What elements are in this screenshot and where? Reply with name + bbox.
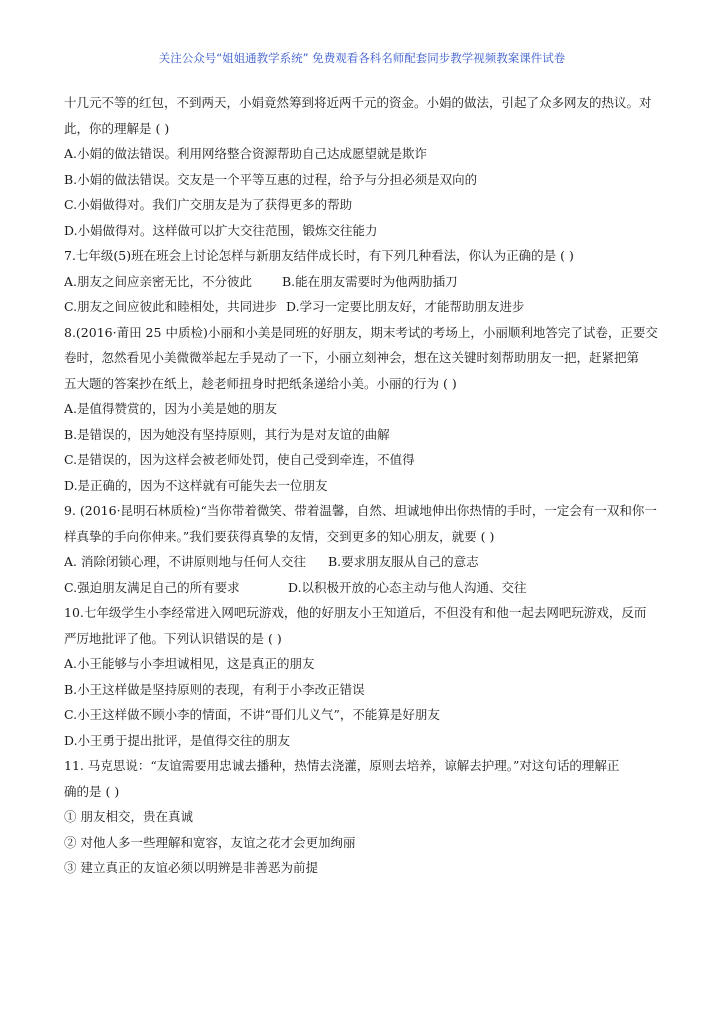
q9-stem-line-1: 9. (2016·昆明石林质检)“当你带着微笑、带着温馨，自然、坦诚地伸出你热情的手时，一定会有一双和你一 [64, 503, 657, 518]
q8-stem-line-2: 卷时，忽然看见小美微微举起左手晃动了一下，小丽立刻神会，想在这关键时刻帮助朋友一把，赶紧把第 [64, 350, 640, 365]
q8-stem-line-3: 五大题的答案抄在纸上，趁老师扭身时把纸条递给小美。小丽的行为 ( ) [64, 375, 457, 391]
q8-option-b: B.是错误的，因为她没有坚持原则，其行为是对友谊的曲解 [64, 426, 390, 442]
q10-stem-line-1: 10.七年级学生小李经常进入网吧玩游戏，他的好朋友小王知道后，不但没有和他一起去网吧玩游戏，反而 [64, 605, 647, 620]
q9-option-d: D.以积极开放的心态主动与他人沟通、交往 [288, 579, 527, 595]
q7-options-row-2 [64, 294, 676, 320]
question-content [64, 90, 676, 881]
q11-item-3: ③ 建立真正的友谊必须以明辨是非善恶为前提 [64, 860, 318, 875]
q9-option-c: C.强迫朋友满足自己的所有要求 [64, 579, 240, 595]
q11-stem-line-1: 11. 马克思说：“友谊需要用忠诚去播种，热情去浇灌，原则去培养，谅解去护理。”对这句话的理解正 [64, 758, 620, 773]
q6-option-c: C.小娟做得对。我们广交朋友是为了获得更多的帮助 [64, 197, 353, 212]
q7-options-row-1 [64, 269, 676, 295]
q6-stem-line-2: 此，你的理解是 ( ) [64, 120, 170, 136]
q10-option-b: B.小王这样做是坚持原则的表现，有利于小李改正错误 [64, 681, 365, 697]
q6-stem-line-1: 十几元不等的红包，不到两天，小娟竟然筹到将近两千元的资金。小娟的做法，引起了众多网友的热议。对 [64, 95, 652, 110]
q6-option-b: B.小娟的做法错误。交友是一个平等互惠的过程，给予与分担必须是双向的 [64, 171, 478, 187]
q7-option-c: C.朋友之间应彼此和睦相处，共同进步 [64, 299, 278, 314]
q8-option-c: C.是错误的，因为这样会被老师处罚，使自己受到牵连，不值得 [64, 452, 415, 467]
q7-stem: 7.七年级(5)班在班会上讨论怎样与新朋友结伴成长时，有下列几种看法，你认为正确的是 ( ) [64, 248, 574, 263]
q9-option-a: A. 消除闭锁心理，不讲原则地与任何人交往 [64, 554, 306, 569]
q7-option-a: A.朋友之间应亲密无比，不分彼此 [64, 273, 253, 289]
q7-option-d: D.学习一定要比朋友好，才能帮助朋友进步 [286, 299, 525, 314]
page-header: 关注公众号“姐姐通教学系统” 免费观看各科名师配套同步教学视频教案课件试卷 [158, 51, 566, 65]
q9-option-b: B.要求朋友服从自己的意志 [328, 554, 479, 569]
q6-option-a: A.小娟的做法错误。利用网络整合资源帮助自己达成愿望就是欺诈 [64, 146, 428, 161]
q8-option-a: A.是值得赞赏的，因为小美是她的朋友 [64, 401, 278, 416]
q9-stem-line-2: 样真挚的手向你伸来。”我们要获得真挚的友情，交到更多的知心朋友，就要 ( ) [64, 528, 495, 544]
q11-item-2: ② 对他人多一些理解和宽容，友谊之花才会更加绚丽 [64, 834, 356, 850]
q8-option-d: D.是正确的，因为不这样就有可能失去一位朋友 [64, 477, 328, 493]
q6-option-d: D.小娟做得对。这样做可以扩大交往范围，锻炼交往能力 [64, 222, 378, 238]
q11-item-1: ① 朋友相交，贵在真诚 [64, 809, 193, 824]
q10-option-a: A.小王能够与小李坦诚相见，这是真正的朋友 [64, 656, 315, 671]
q7-option-b: B.能在朋友需要时为他两肋插刀 [282, 273, 458, 289]
q9-options-row-1 [64, 549, 676, 575]
q10-option-d: D.小王勇于提出批评，是值得交往的朋友 [64, 732, 291, 748]
q8-stem-line-1: 8.(2016·莆田 25 中质检)小丽和小美是同班的好朋友，期末考试的考场上，小丽顺利地答完了试卷，正要交 [64, 324, 658, 340]
q9-options-row-2 [64, 575, 676, 601]
q10-option-c: C.小王这样做不顾小李的情面，不讲“哥们儿义气”，不能算是好朋友 [64, 707, 440, 722]
q11-stem-line-2: 确的是 ( ) [64, 783, 120, 799]
q10-stem-line-2: 严厉地批评了他。下列认识错误的是 ( ) [64, 630, 282, 646]
